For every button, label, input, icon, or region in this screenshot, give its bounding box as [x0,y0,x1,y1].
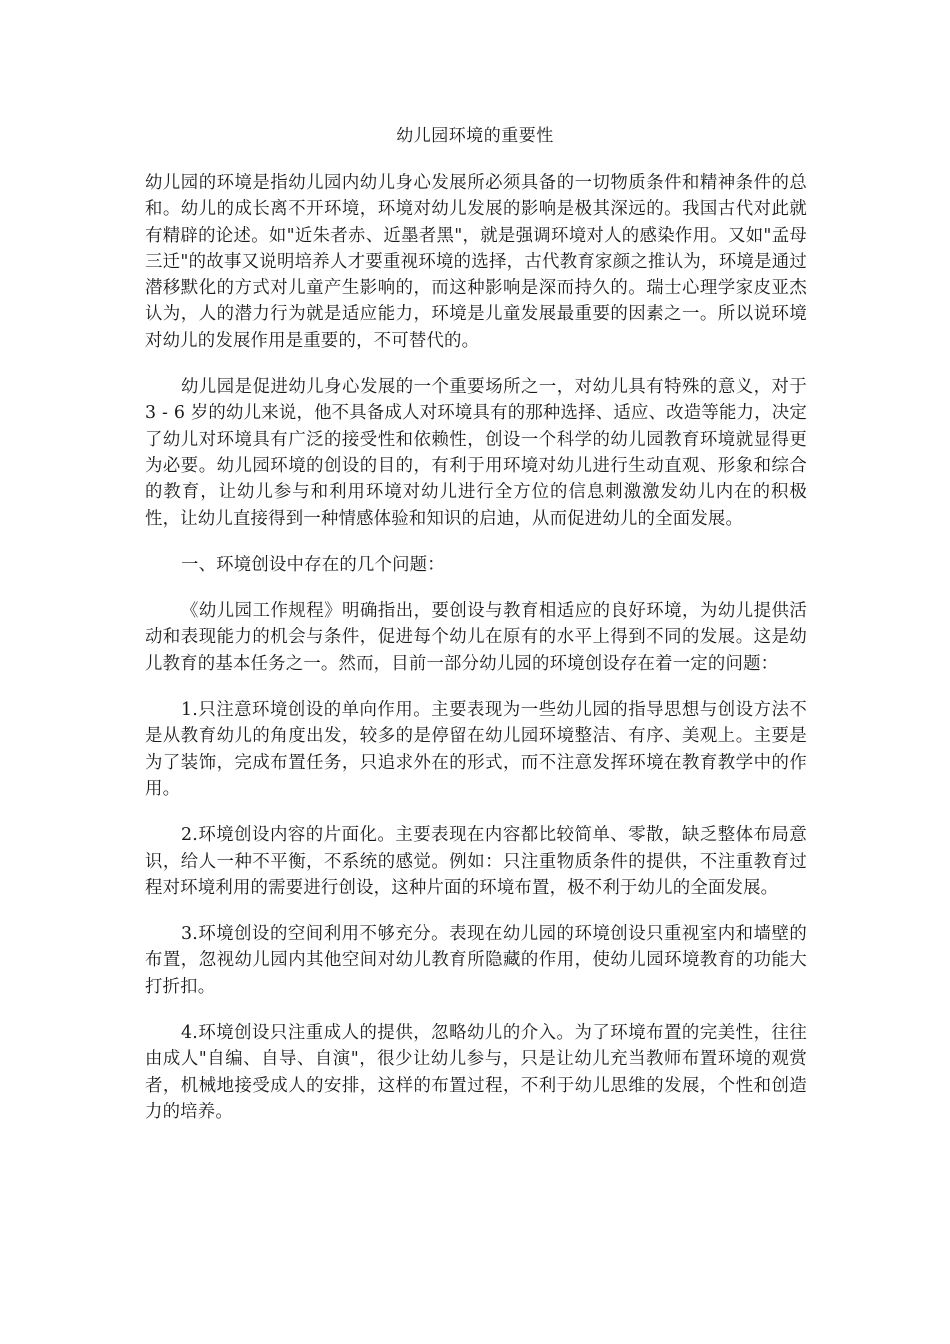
paragraph-regulations: 《幼儿园工作规程》明确指出，要创设与教育相适应的良好环境，为幼儿提供活动和表现能力的机会与条件，促进每个幼儿在原有的水平上得到不同的发展。这是幼儿教育的基本任务之一。然而，目前一部分幼儿园的环境创设存在着一定的问题： [145,601,807,674]
paragraph-problem-2: 2.环境创设内容的片面化。主要表现在内容都比较简单、零散，缺乏整体布局意识，给人一种不平衡，不系统的感觉。例如：只注重物质条件的提供，不注重教育过程对环境利用的需要进行创设，这种片面的环境布置，极不利于幼儿的全面发展。 [145,825,807,898]
paragraph-problem-1: 1.只注意环境创设的单向作用。主要表现为一些幼儿园的指导思想与创设方法不是从教育幼儿的角度出发，较多的是停留在幼儿园环境整洁、有序、美观上。主要是为了装饰，完成布置任务，只追求外在的形式，而不注意发挥环境在教育教学中的作用。 [145,700,807,799]
document-body [145,170,807,1145]
paragraph-problem-4: 4.环境创设只注重成人的提供，忽略幼儿的介入。为了环境布置的完美性，往往由成人"自编、自导、自演"，很少让幼儿参与，只是让幼儿充当教师布置环境的观赏者，机械地接受成人的安排，这样的布置过程，不利于幼儿思维的发展，个性和创造力的培养。 [145,1023,807,1122]
paragraph-problem-3: 3.环境创设的空间利用不够充分。表现在幼儿园的环境创设只重视室内和墙壁的布置，忽视幼儿园内其他空间对幼儿教育所隐藏的作用，使幼儿园环境教育的功能大打折扣。 [145,924,807,997]
section-heading-problems: 一、环境创设中存在的几个问题： [181,554,445,575]
paragraph-kindergarten-role: 幼儿园是促进幼儿身心发展的一个重要场所之一，对幼儿具有特殊的意义，对于 3 - 6 岁的幼儿来说，他不具备成人对环境具有的那种选择、适应、改造等能力，决定了幼儿对环境具有广泛的接受性和依赖性，创设一个科学的幼儿园教育环境就显得更为必要。幼儿园环境的创设的目的，有利于用环境对幼儿进行生动直观、形象和综合的教育，让幼儿参与和利用环境对幼儿进行全方位的信息刺激激发幼儿内在的积极性，让幼儿直接得到一种情感体验和知识的启迪，从而促进幼儿的全面发展。 [145,377,807,529]
document-title: 幼儿园环境的重要性 [396,126,554,146]
paragraph-intro: 幼儿园的环境是指幼儿园内幼儿身心发展所必须具备的一切物质条件和精神条件的总和。幼儿的成长离不开环境，环境对幼儿发展的影响是极其深远的。我国古代对此就有精辟的论述。如"近朱者赤、近墨者黑"，就是强调环境对人的感染作用。又如"孟母三迁"的故事又说明培养人才要重视环境的选择，古代教育家颜之推认为，环境是通过潜移默化的方式对儿童产生影响的，而这种影响是深而持久的。瑞士心理学家皮亚杰认为，人的潜力行为就是适应能力，环境是儿童发展最重要的因素之一。所以说环境对幼儿的发展作用是重要的，不可替代的。 [145,173,807,351]
